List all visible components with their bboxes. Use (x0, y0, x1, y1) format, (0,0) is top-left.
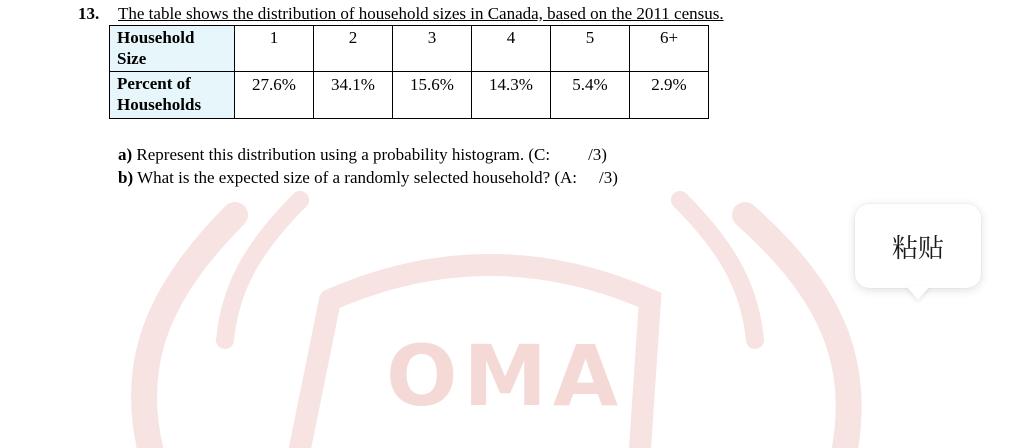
row-header-size (110, 26, 235, 72)
part-b-text: What is the expected size of a randomly selected household? (A: (137, 168, 578, 187)
percent-cell: 5.4% (551, 72, 630, 119)
table-row-size (110, 26, 709, 72)
watermark-text: OMA (385, 327, 625, 425)
size-cell: 6+ (630, 26, 709, 72)
part-b (118, 166, 618, 189)
paste-popup-pointer (906, 286, 930, 300)
size-cell: 1 (235, 26, 314, 72)
part-a-text: Represent this distribution using a probability histogram. (C: (136, 145, 551, 164)
part-b-marks: /3) (599, 168, 618, 187)
question-line (78, 4, 724, 24)
part-a-marks: /3) (588, 145, 607, 164)
paste-label: 粘贴 (891, 233, 944, 264)
percent-cell: 15.6% (393, 72, 472, 119)
part-a (118, 143, 618, 166)
row-header-percent-line2: Households (117, 95, 202, 114)
paste-button[interactable] (855, 204, 981, 288)
distribution-table (109, 25, 709, 119)
row-header-percent-line1: Percent of (117, 74, 191, 93)
row-header-percent (110, 72, 235, 119)
percent-cell: 27.6% (235, 72, 314, 119)
table-row-percent (110, 72, 709, 119)
size-cell: 3 (393, 26, 472, 72)
question-text: The table shows the distribution of household sizes in Canada, based on the 2011 census. (118, 4, 724, 23)
row-header-size-line2: Size (117, 49, 147, 68)
percent-cell: 14.3% (472, 72, 551, 119)
part-b-label: b) (118, 168, 134, 187)
part-a-label: a) (118, 145, 133, 164)
question-number: 13. (78, 4, 100, 23)
percent-cell: 34.1% (314, 72, 393, 119)
size-cell: 4 (472, 26, 551, 72)
percent-cell: 2.9% (630, 72, 709, 119)
row-header-size-line1: Household (117, 28, 195, 47)
question-parts (118, 143, 618, 189)
size-cell: 2 (314, 26, 393, 72)
size-cell: 5 (551, 26, 630, 72)
